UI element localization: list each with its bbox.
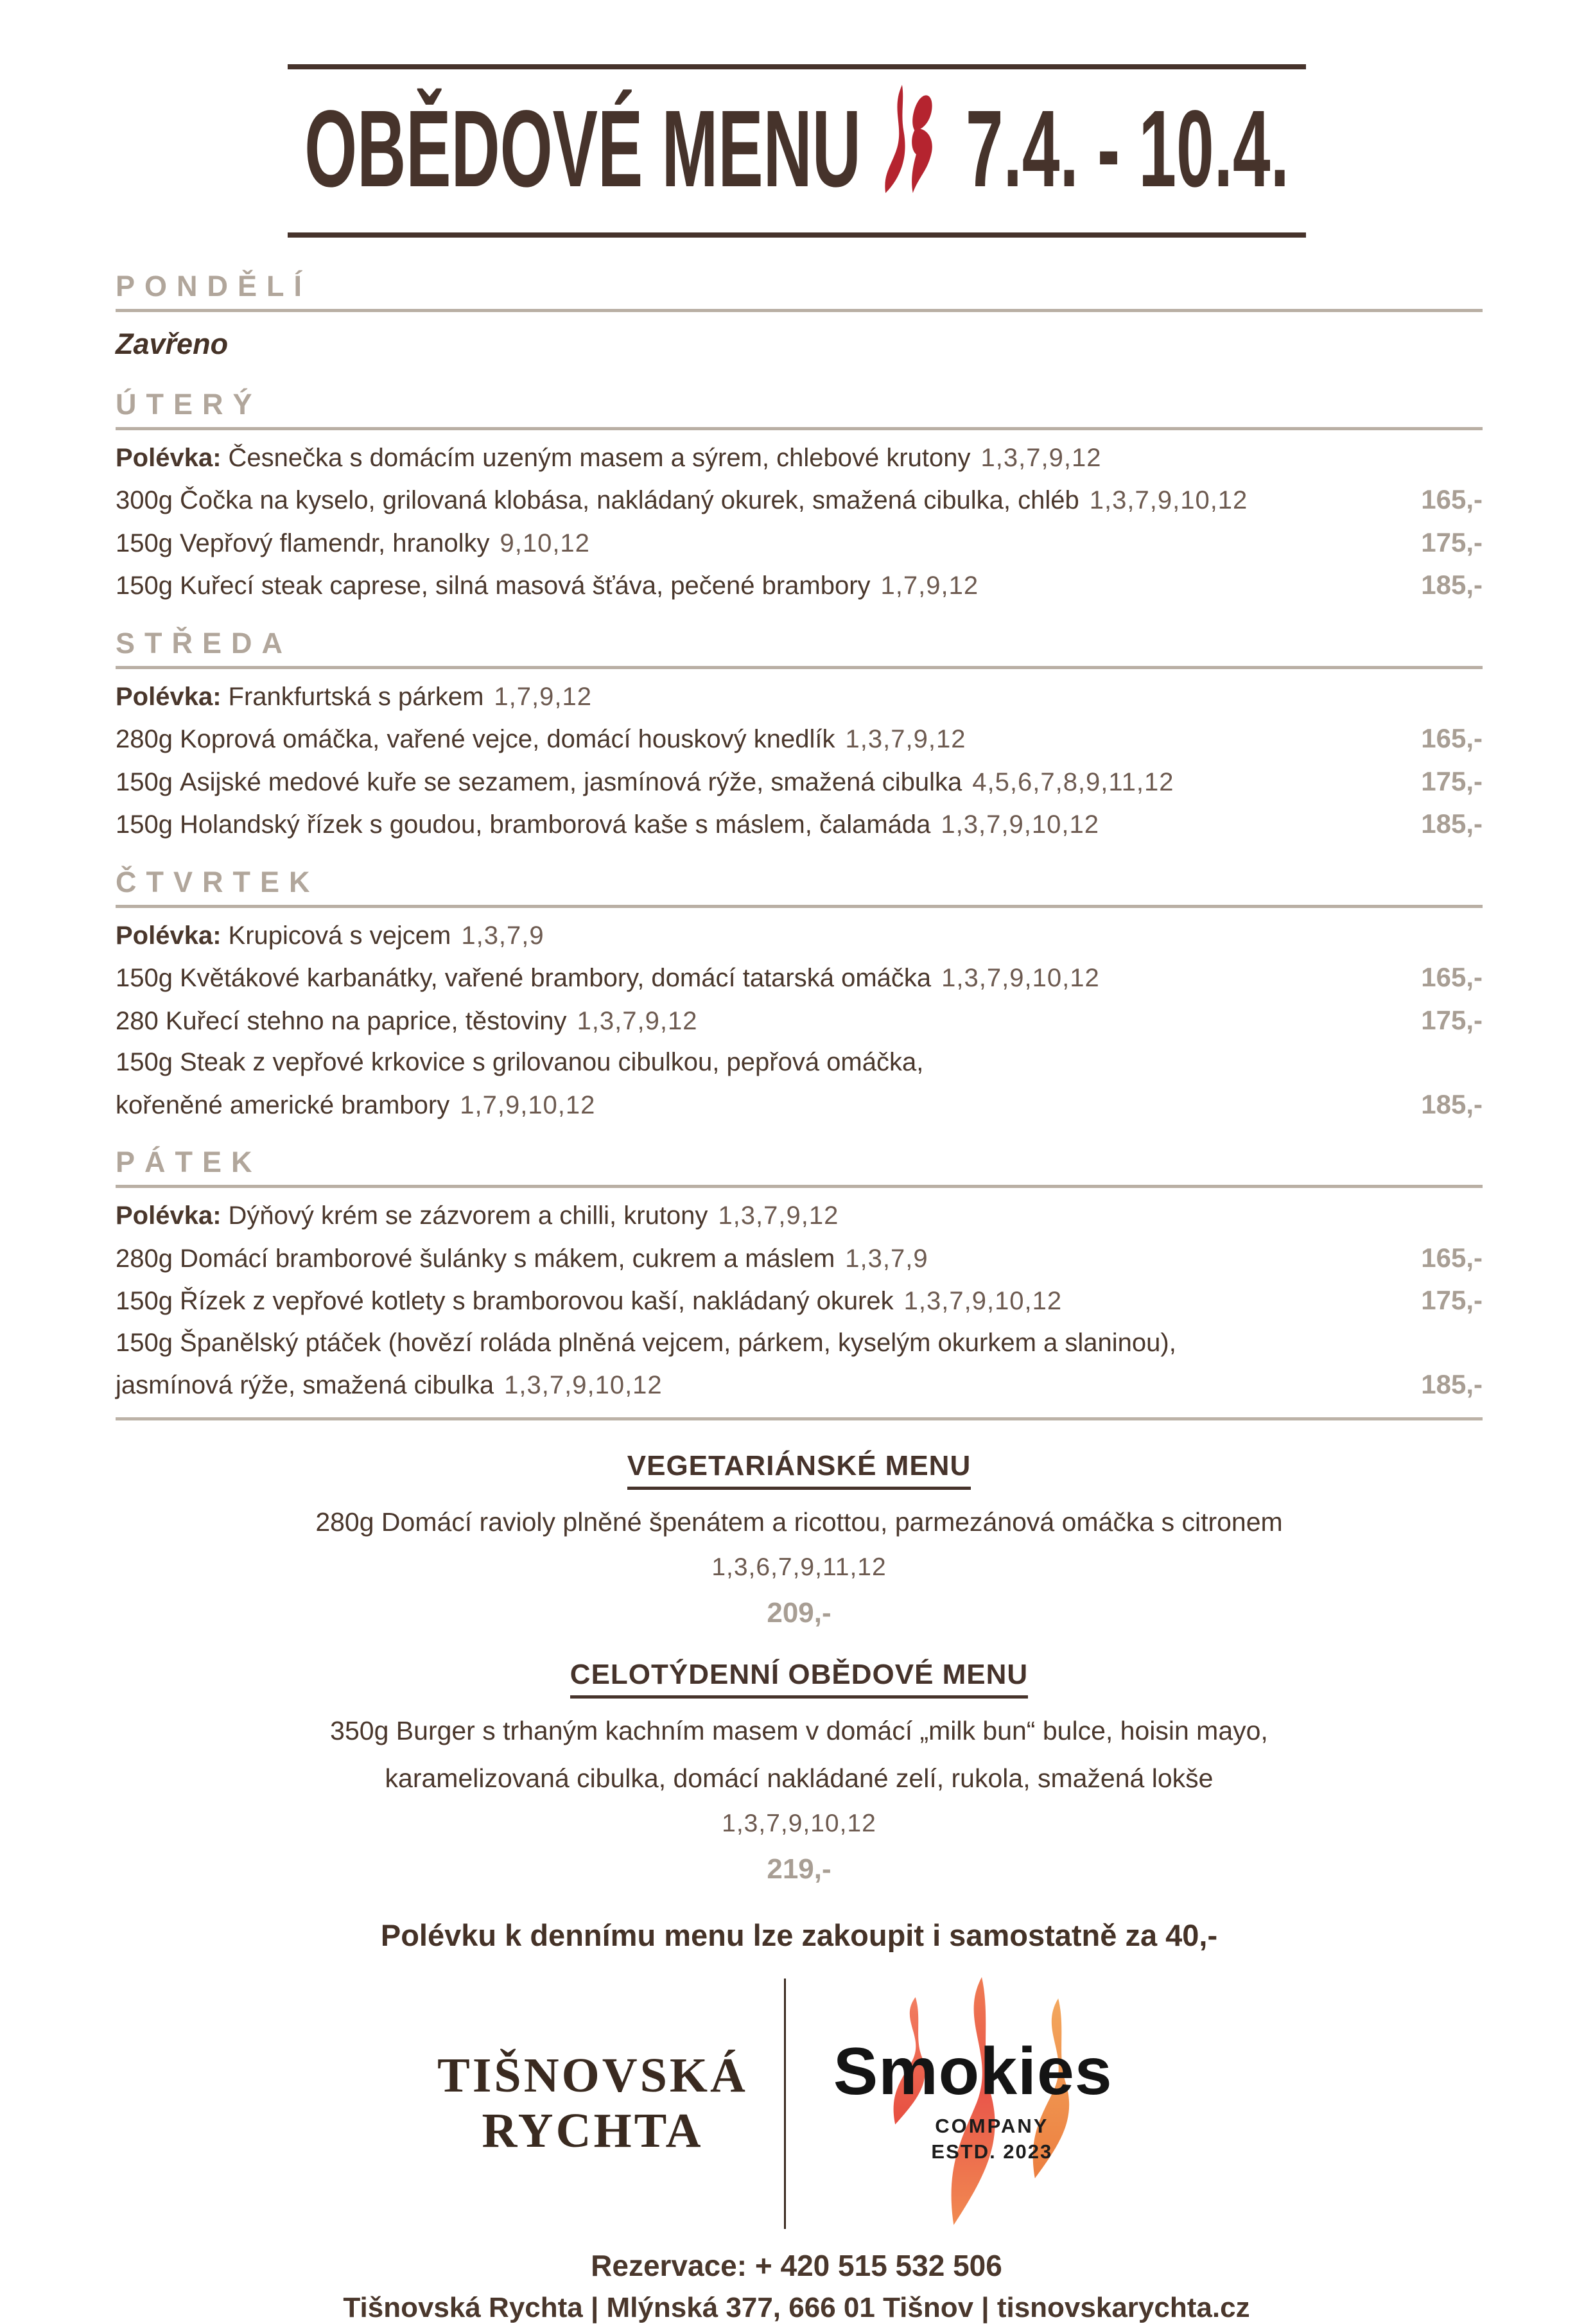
- special-allergens: 1,3,7,9,10,12: [722, 1809, 876, 1837]
- menu-item-row: [116, 1329, 1483, 1356]
- logos-row: [0, 1972, 1593, 2235]
- item-text: Řízek z vepřové kotlety s bramborovou kaší, nakládaný okurek: [179, 1287, 894, 1316]
- item-prefix: Polévka:: [116, 921, 222, 950]
- item-text: Koprová omáčka, vařené vejce, domácí houskový knedlík: [179, 725, 835, 754]
- closed-label: Zavřeno: [116, 328, 229, 360]
- item-text: kořeněné americké brambory: [116, 1090, 450, 1119]
- day-section-streda: [116, 627, 1483, 839]
- item-allergens: 1,7,9,12: [880, 572, 979, 600]
- item-text: Steak z vepřové krkovice s grilovanou cibulkou, pepřová omáčka,: [179, 1048, 924, 1077]
- item-allergens: 1,3,7,9,10,12: [504, 1371, 663, 1400]
- item-allergens: 1,3,7,9,12: [845, 725, 966, 754]
- menu-item-row: [116, 571, 1483, 600]
- item-prefix: 300g: [116, 486, 173, 515]
- item-allergens: 1,3,7,9,10,12: [941, 964, 1100, 993]
- day-section-pondeli: [116, 270, 1483, 361]
- item-price: 165,-: [1421, 484, 1483, 515]
- day-heading: ČTVRTEK: [116, 866, 1483, 908]
- item-prefix: 150g: [116, 1048, 173, 1077]
- title-left: OBĚDOVÉ MENU: [304, 87, 861, 210]
- item-prefix: 150g: [116, 1328, 173, 1357]
- item-text: Domácí bramborové šulánky s mákem, cukrem a máslem: [179, 1244, 835, 1273]
- item-allergens: 1,3,7,9,10,12: [1089, 486, 1248, 515]
- footer: [0, 1972, 1593, 2324]
- day-section-patek: [116, 1146, 1483, 1399]
- header: [288, 64, 1306, 238]
- item-prefix: 280g: [116, 725, 173, 754]
- item-price: 175,-: [1421, 1285, 1483, 1316]
- menu-item-row: [116, 1202, 1483, 1229]
- item-prefix: 150g: [116, 810, 173, 839]
- smokies-logo: [822, 1972, 1156, 2235]
- item-allergens: 1,3,7,9,12: [980, 444, 1102, 472]
- reservation-line: Rezervace: + 420 515 532 506: [591, 2248, 1002, 2282]
- logo-divider: [784, 1979, 786, 2229]
- menu-item-row: [116, 485, 1483, 514]
- menu-item-row: [116, 767, 1483, 796]
- item-text: Frankfurtská s párkem: [228, 682, 484, 711]
- item-allergens: 1,3,7,9,12: [577, 1006, 698, 1035]
- item-allergens: 1,3,7,9,12: [718, 1201, 839, 1230]
- day-items: [116, 683, 1483, 839]
- item-allergens: 1,3,7,9: [461, 921, 544, 950]
- item-text: Krupicová s vejcem: [228, 921, 451, 950]
- vegetarian-menu-section: [116, 1420, 1483, 1629]
- item-prefix: 280g: [116, 1244, 173, 1273]
- menu-page: [0, 64, 1593, 2323]
- item-price: 165,-: [1421, 1242, 1483, 1273]
- item-price: 185,-: [1421, 1088, 1483, 1119]
- item-prefix: Polévka:: [116, 1201, 222, 1230]
- smokies-company: COMPANY: [935, 2114, 1049, 2137]
- item-allergens: 1,3,7,9: [845, 1244, 928, 1273]
- item-allergens: 9,10,12: [500, 529, 590, 557]
- day-heading: PONDĚLÍ: [116, 270, 1483, 312]
- item-allergens: 1,3,7,9,10,12: [941, 810, 1099, 839]
- tisnovska-rychta-logo: [437, 2049, 748, 2158]
- menu-item-row: [116, 1244, 1483, 1273]
- menu-item-row: [116, 724, 1483, 753]
- item-price: 175,-: [1421, 765, 1483, 796]
- menu-content: [116, 270, 1483, 1953]
- menu-item-row-continuation: [116, 1370, 1483, 1399]
- item-text: Česnečka s domácím uzeným masem a sýrem, chlebové krutony: [228, 444, 971, 472]
- item-prefix: 150g: [116, 767, 173, 796]
- day-items: [116, 922, 1483, 1119]
- item-prefix: 150g: [116, 529, 173, 557]
- address-line: Tišnovská Rychta | Mlýnská 377, 666 01 Tišnov | tisnovskarychta.cz: [343, 2291, 1250, 2323]
- item-allergens: 1,7,9,12: [494, 682, 592, 711]
- item-text: Kuřecí steak caprese, silná masová šťáva, pečené brambory: [179, 572, 871, 600]
- item-text: Dýňový krém se zázvorem a chilli, krutony: [228, 1201, 708, 1230]
- rychta-line2: RYCHTA: [482, 2103, 704, 2158]
- day-section-utery: [116, 388, 1483, 600]
- special-title: VEGETARIÁNSKÉ MENU: [627, 1450, 971, 1490]
- menu-item-row: [116, 444, 1483, 471]
- item-prefix: 280: [116, 1006, 159, 1035]
- title-right: 7.4. - 10.4.: [965, 87, 1289, 210]
- rychta-line1: TIŠNOVSKÁ: [437, 2049, 748, 2103]
- day-items: [116, 1202, 1483, 1399]
- item-prefix: Polévka:: [116, 682, 222, 711]
- item-text: Květákové karbanátky, vařené brambory, domácí tatarská omáčka: [179, 964, 932, 993]
- menu-item-row: [116, 922, 1483, 949]
- menu-item-row: [116, 1286, 1483, 1315]
- item-prefix: 150g: [116, 572, 173, 600]
- item-price: 185,-: [1421, 808, 1483, 839]
- item-text: Asijské medové kuře se sezamem, jasmínová rýže, smažená cibulka: [179, 767, 962, 796]
- item-price: 175,-: [1421, 527, 1483, 557]
- item-prefix: Polévka:: [116, 444, 222, 472]
- special-line: 280g Domácí ravioly plněné špenátem a ricottou, parmezánová omáčka s citronem: [315, 1507, 1283, 1537]
- special-line: karamelizovaná cibulka, domácí nakládané zelí, rukola, smažená lokše: [385, 1763, 1214, 1793]
- item-prefix: 150g: [116, 964, 173, 993]
- item-text: Čočka na kyselo, grilovaná klobása, nakládaný okurek, smažená cibulka, chléb: [179, 486, 1079, 515]
- soup-note: Polévku k dennímu menu lze zakoupit i samostatně za 40,-: [380, 1918, 1218, 1952]
- weekly-menu-section: [116, 1629, 1483, 1885]
- special-price: 209,-: [767, 1596, 831, 1629]
- item-price: 185,-: [1421, 570, 1483, 600]
- item-text: jasmínová rýže, smažená cibulka: [116, 1371, 494, 1400]
- item-allergens: 1,7,9,10,12: [460, 1090, 596, 1119]
- smokies-sb-flame-icon: [866, 82, 960, 216]
- menu-item-row-continuation: [116, 1090, 1483, 1119]
- special-allergens: 1,3,6,7,9,11,12: [711, 1553, 887, 1581]
- special-title: CELOTÝDENNÍ OBĚDOVÉ MENU: [570, 1659, 1028, 1699]
- day-heading: ÚTERÝ: [116, 388, 1483, 430]
- menu-item-row: [116, 683, 1483, 710]
- page-title: [304, 82, 1289, 216]
- day-section-ctvrtek: [116, 866, 1483, 1119]
- item-text: Španělský ptáček (hovězí roláda plněná vejcem, párkem, kyselým okurkem a slaninou),: [179, 1328, 1176, 1357]
- menu-item-row: [116, 963, 1483, 992]
- special-line: 350g Burger s trhaným kachním masem v domácí „milk bun“ bulce, hoisin mayo,: [330, 1715, 1268, 1745]
- day-heading: PÁTEK: [116, 1146, 1483, 1188]
- item-prefix: 150g: [116, 1287, 173, 1316]
- menu-item-row: [116, 529, 1483, 557]
- item-text: Kuřecí stehno na paprice, těstoviny: [165, 1006, 567, 1035]
- day-items: [116, 444, 1483, 600]
- smokies-wordmark: Smokies: [833, 2034, 1113, 2109]
- day-heading: STŘEDA: [116, 627, 1483, 669]
- menu-item-row: [116, 1049, 1483, 1076]
- item-text: Vepřový flamendr, hranolky: [179, 529, 490, 557]
- item-price: 185,-: [1421, 1369, 1483, 1400]
- item-allergens: 4,5,6,7,8,9,11,12: [972, 767, 1174, 796]
- menu-item-row: [116, 1006, 1483, 1035]
- smokies-estd: ESTD. 2023: [931, 2140, 1053, 2163]
- menu-item-row: [116, 810, 1483, 839]
- item-text: Holandský řízek s goudou, bramborová kaše s máslem, čalamáda: [179, 810, 931, 839]
- item-price: 165,-: [1421, 962, 1483, 993]
- item-price: 175,-: [1421, 1004, 1483, 1035]
- item-allergens: 1,3,7,9,10,12: [903, 1287, 1063, 1316]
- special-price: 219,-: [767, 1853, 831, 1885]
- item-price: 165,-: [1421, 723, 1483, 754]
